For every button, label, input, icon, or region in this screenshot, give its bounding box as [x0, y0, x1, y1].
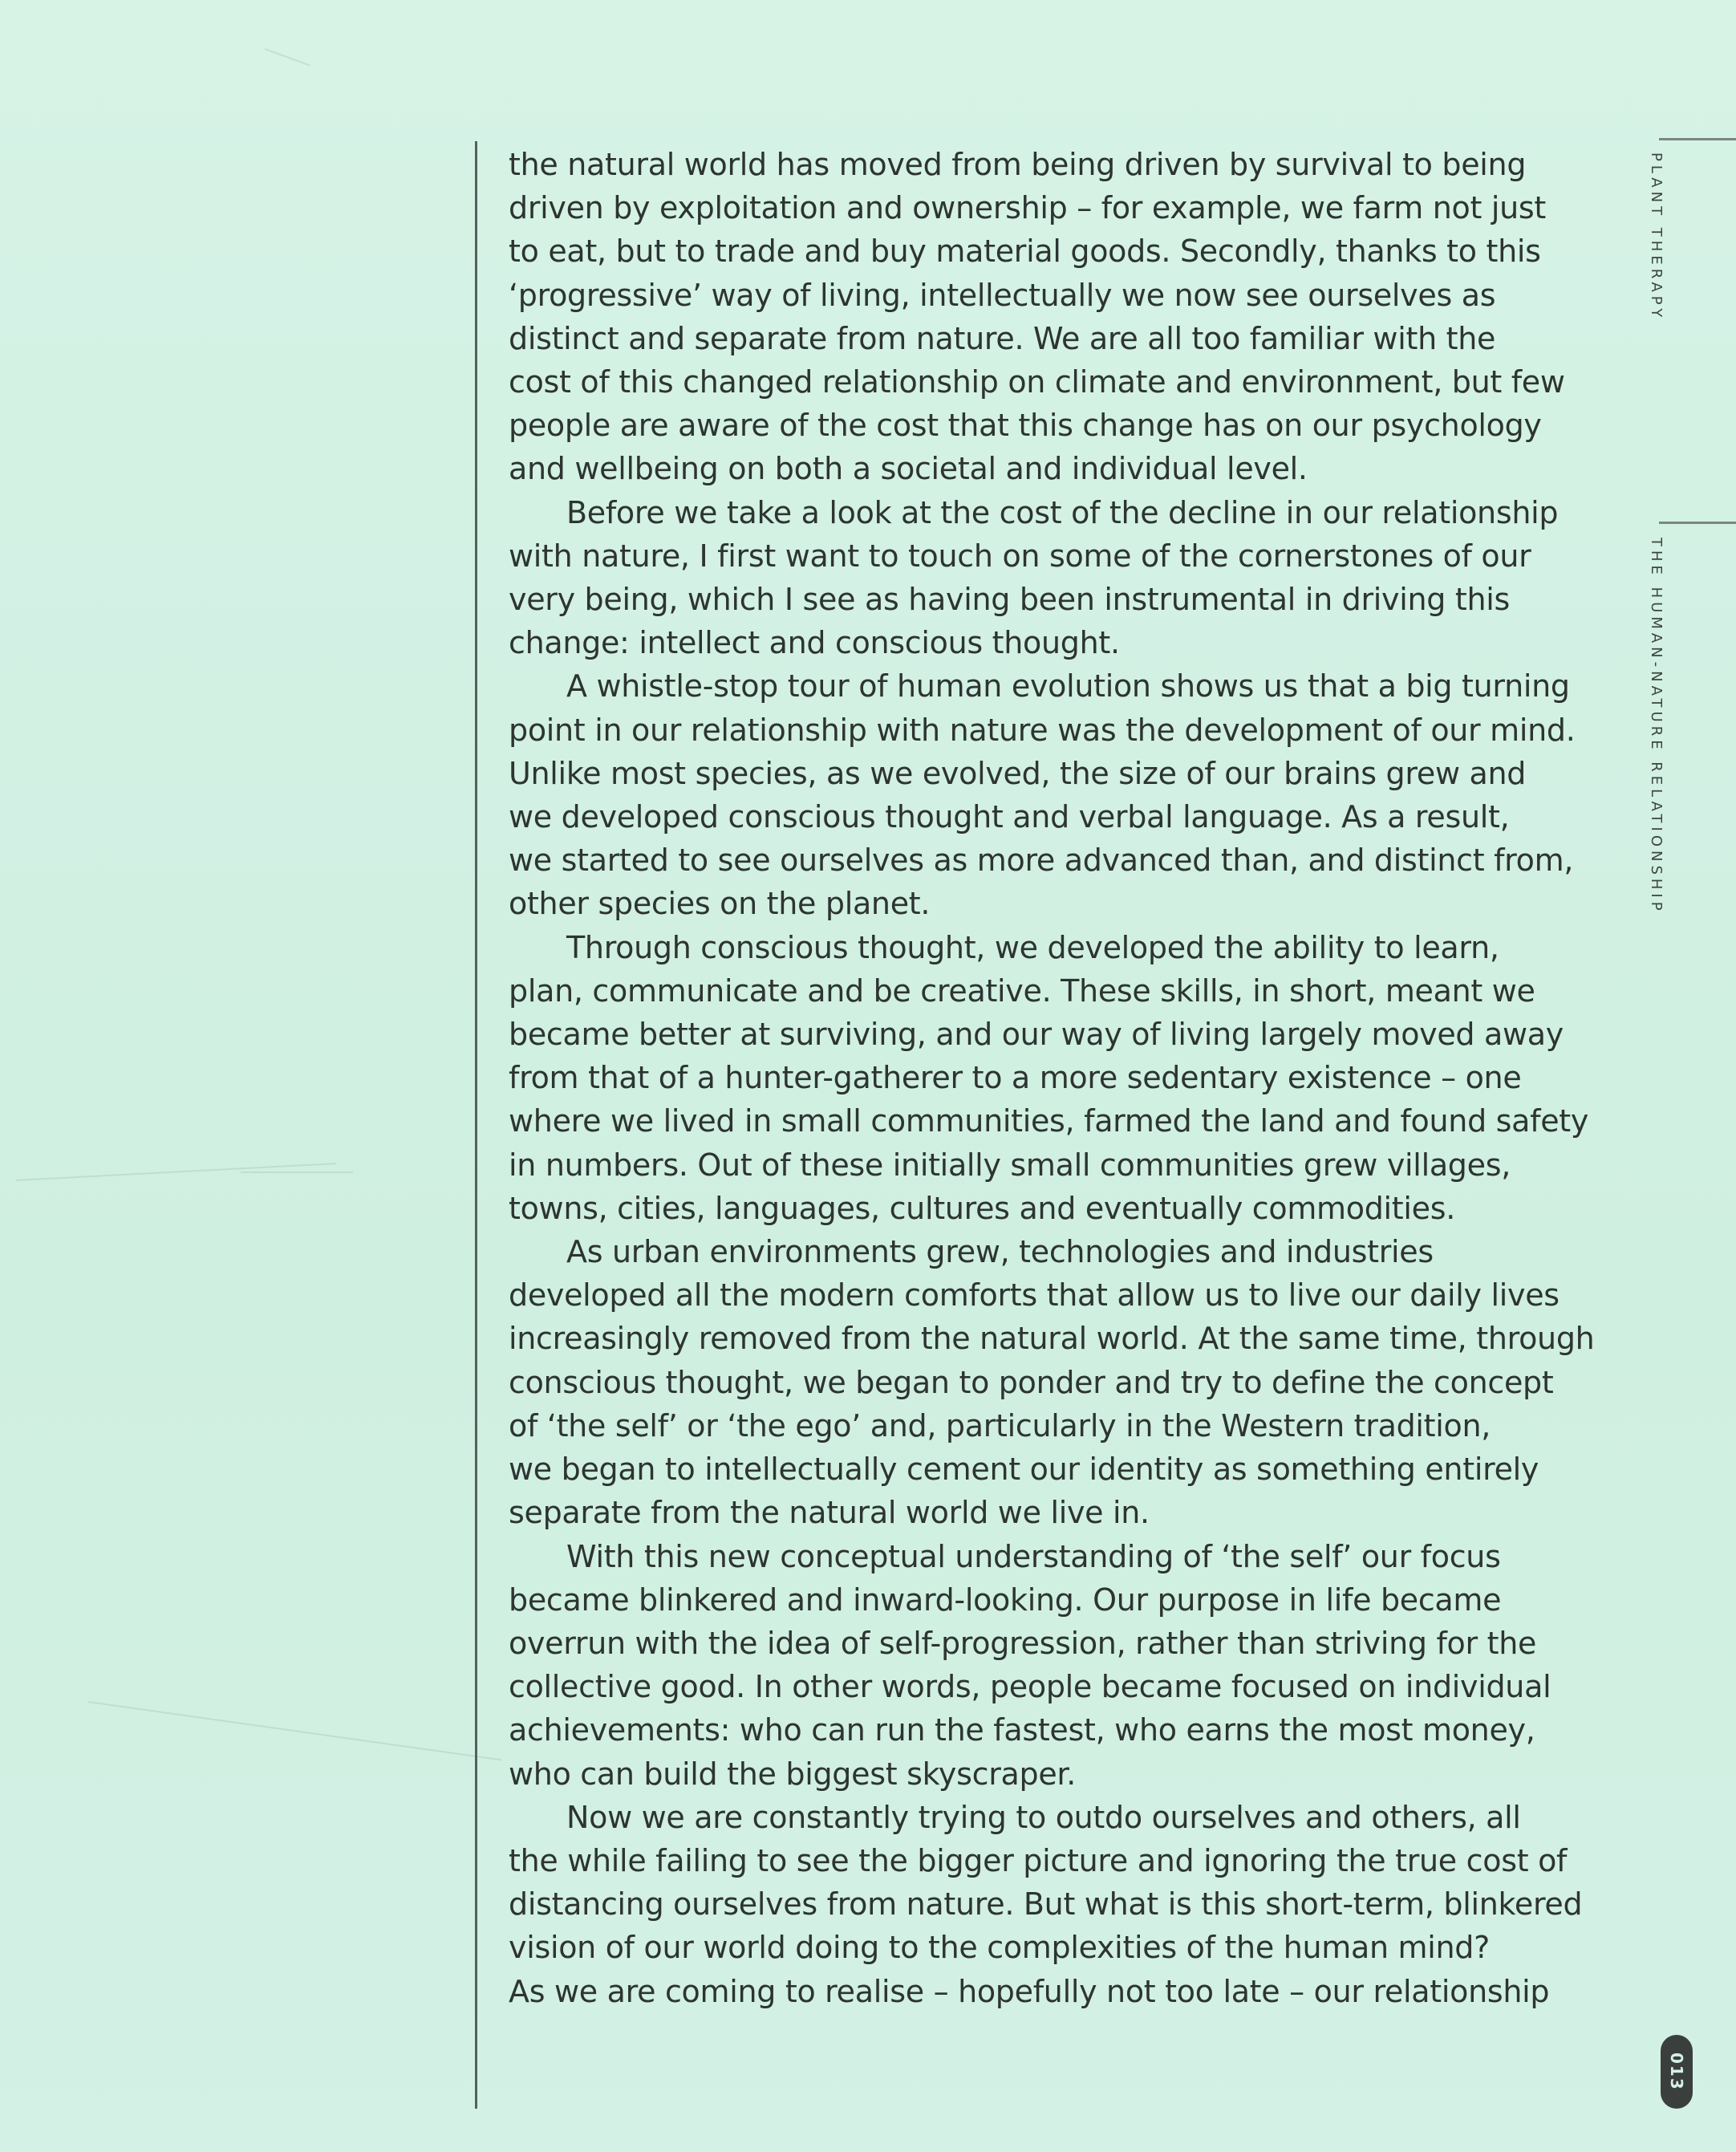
text-line: to eat, but to trade and buy material goods. Secondly, thanks to this — [509, 233, 1541, 270]
text-line: plan, communicate and be creative. These skills, in short, meant we — [509, 972, 1535, 1009]
text-line: As urban environments grew, technologies and industries — [566, 1234, 1434, 1270]
text-line: driven by exploitation and ownership – for example, we farm not just — [509, 190, 1547, 226]
text-line: other species on the planet. — [509, 886, 931, 922]
text-line: A whistle-stop tour of human evolution shows us that a big turning — [566, 668, 1570, 704]
text-line: towns, cities, languages, cultures and eventually commodities. — [509, 1190, 1456, 1226]
text-line: Now we are constantly trying to outdo ourselves and others, all — [566, 1799, 1521, 1835]
text-line: developed all the modern comforts that allow us to live our daily lives — [509, 1277, 1560, 1314]
text-line: separate from the natural world we live in. — [509, 1495, 1150, 1531]
text-line: Before we take a look at the cost of the decline in our relationship — [566, 494, 1559, 530]
text-line: With this new conceptual understanding of ‘the self’ our focus — [566, 1538, 1501, 1574]
paragraph — [509, 926, 1592, 1230]
text-line: change: intellect and conscious thought. — [509, 625, 1120, 661]
text-line: the while failing to see the bigger picture and ignoring the true cost of — [509, 1842, 1568, 1878]
text-line: ‘progressive’ way of living, intellectually we now see ourselves as — [509, 277, 1496, 313]
text-line: Unlike most species, as we evolved, the size of our brains grew and — [509, 755, 1527, 791]
text-line: people are aware of the cost that this change has on our psychology — [509, 408, 1542, 444]
text-line: with nature, I first want to touch on some of the cornerstones of our — [509, 538, 1531, 574]
paragraph — [509, 143, 1592, 491]
running-head-rule — [1659, 522, 1736, 524]
text-line: point in our relationship with nature was the development of our mind. — [509, 712, 1576, 748]
text-line: collective good. In other words, people became focused on individual — [509, 1669, 1551, 1705]
text-line: conscious thought, we began to ponder and try to define the concept — [509, 1364, 1554, 1400]
text-line: we started to see ourselves as more advanced than, and distinct from, — [509, 843, 1574, 879]
text-line: distinct and separate from nature. We are all too familiar with the — [509, 320, 1496, 356]
paragraph — [509, 1535, 1592, 1796]
running-head-rule — [1659, 138, 1736, 140]
text-line: overrun with the idea of self-progression, rather than striving for the — [509, 1625, 1537, 1661]
text-line: in numbers. Out of these initially small communities grew villages, — [509, 1147, 1511, 1183]
text-line: where we lived in small communities, farmed the land and found safety — [509, 1103, 1589, 1139]
text-line: distancing ourselves from nature. But what is this short-term, blinkered — [509, 1886, 1583, 1923]
margin-rule — [475, 141, 477, 2109]
running-head-book-title: PLANT THERAPY — [1648, 152, 1665, 322]
text-line: the natural world has moved from being driven by survival to being — [509, 147, 1527, 182]
text-line: became blinkered and inward-looking. Our purpose in life became — [509, 1582, 1502, 1618]
page-number: 013 — [1661, 2035, 1693, 2109]
paper-scratch — [241, 1171, 353, 1173]
paragraph — [509, 664, 1592, 925]
paragraph — [509, 491, 1592, 665]
text-line: As we are coming to realise – hopefully not too late – our relationship — [509, 1973, 1550, 2009]
text-line: increasingly removed from the natural world. At the same time, through — [509, 1321, 1595, 1357]
text-line: very being, which I see as having been instrumental in driving this — [509, 582, 1511, 618]
text-line: became better at surviving, and our way of living largely moved away — [509, 1017, 1564, 1053]
text-line: from that of a hunter-gatherer to a more sedentary existence – one — [509, 1060, 1522, 1096]
running-head-chapter-title: THE HUMAN-NATURE RELATIONSHIP — [1648, 538, 1665, 915]
text-line: we began to intellectually cement our identity as something entirely — [509, 1452, 1539, 1488]
text-line: who can build the biggest skyscraper. — [509, 1756, 1077, 1792]
paragraph — [509, 1796, 1592, 2013]
text-line: of ‘the self’ or ‘the ego’ and, particularly in the Western tradition, — [509, 1407, 1491, 1443]
text-line: achievements: who can run the fastest, who earns the most money, — [509, 1712, 1535, 1748]
text-line: Through conscious thought, we developed the ability to learn, — [566, 929, 1499, 965]
paragraph — [509, 1230, 1595, 1534]
text-line: we developed conscious thought and verbal language. As a result, — [509, 799, 1510, 835]
text-line: cost of this changed relationship on climate and environment, but few — [509, 364, 1565, 400]
text-line: and wellbeing on both a societal and individual level. — [509, 451, 1308, 487]
body-text — [509, 143, 1595, 2013]
text-line: vision of our world doing to the complexities of the human mind? — [509, 1930, 1490, 1966]
